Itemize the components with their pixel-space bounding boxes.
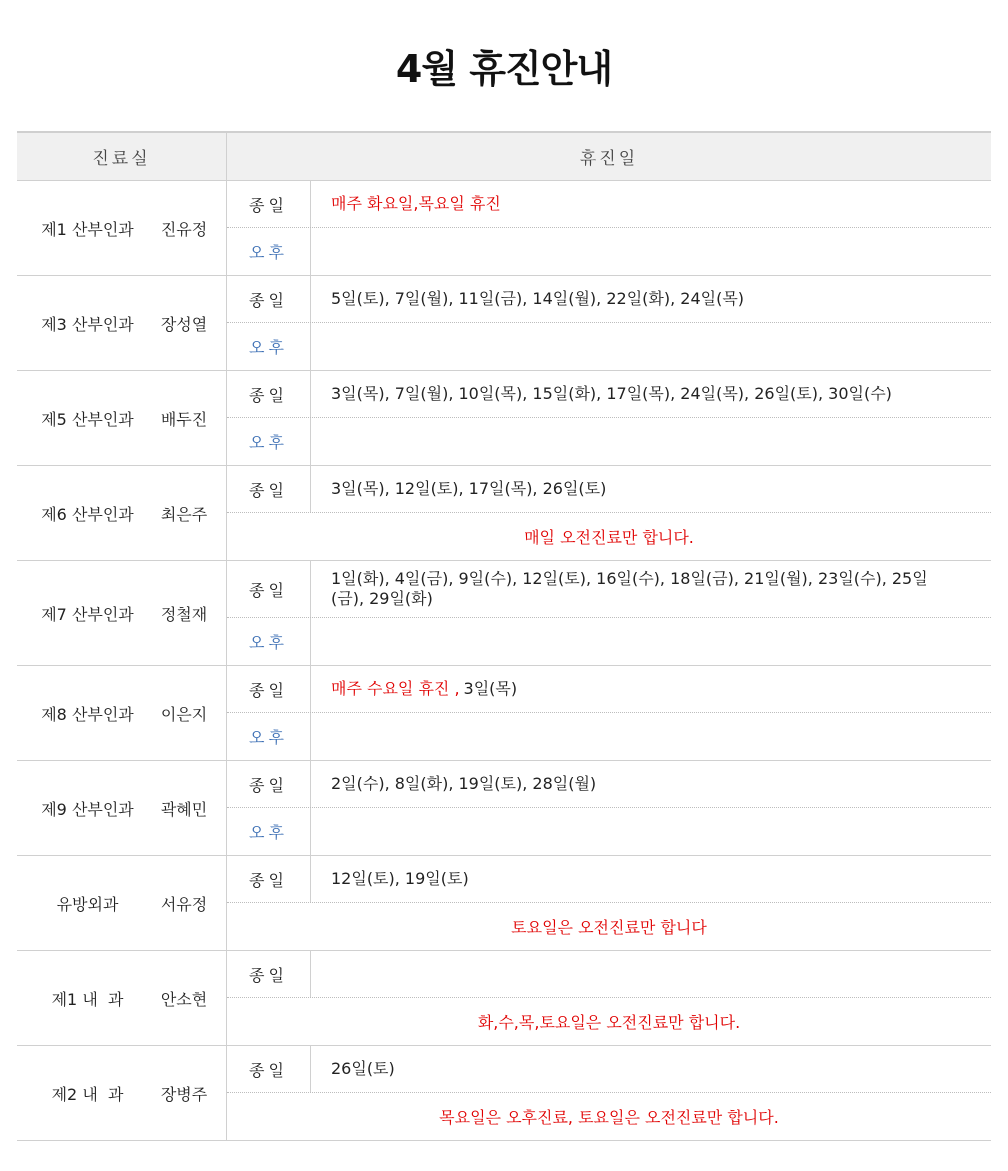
dept-name: 제9 산부인과 xyxy=(41,799,134,819)
schedule-note: 토요일은 오전진료만 합니다 xyxy=(511,918,707,937)
fullday-dates: 3일(목), 12일(토), 17일(목), 26일(토) xyxy=(331,479,607,498)
fullday-label: 종일 xyxy=(227,666,311,712)
afternoon-label: 오후 xyxy=(227,713,311,760)
table-row xyxy=(17,276,991,371)
fullday-dates: 12일(토), 19일(토) xyxy=(331,869,469,888)
dept-name: 유방외과 xyxy=(56,894,119,914)
dept-name: 제6 산부인과 xyxy=(41,504,134,524)
table-row xyxy=(17,856,991,951)
table-row xyxy=(17,561,991,666)
header-off-days: 휴진일 xyxy=(579,149,639,169)
dept-name: 제1 내 과 xyxy=(51,989,124,1009)
afternoon-label: 오후 xyxy=(227,618,311,665)
afternoon-dates xyxy=(311,323,991,370)
doctor-name: 곽혜민 xyxy=(160,799,208,819)
dept-name: 제2 내 과 xyxy=(51,1084,124,1104)
fullday-label: 종일 xyxy=(227,561,311,617)
afternoon-label: 오후 xyxy=(227,228,311,275)
fullday-label: 종일 xyxy=(227,466,311,512)
doctor-name: 정철재 xyxy=(160,604,208,624)
dept-name: 제5 산부인과 xyxy=(41,409,134,429)
fullday-dates: 3일(목) xyxy=(463,679,518,698)
afternoon-label: 오후 xyxy=(227,808,311,855)
closure-table xyxy=(17,131,991,1141)
fullday-dates xyxy=(311,951,991,997)
dept-name: 제7 산부인과 xyxy=(41,604,134,624)
fullday-label: 종일 xyxy=(227,951,311,997)
fullday-label: 종일 xyxy=(227,181,311,227)
schedule-note: 화,수,목,토요일은 오전진료만 합니다. xyxy=(477,1013,741,1032)
doctor-name: 서유정 xyxy=(160,894,208,914)
table-row xyxy=(17,181,991,276)
fullday-label: 종일 xyxy=(227,1046,311,1092)
fullday-dates: 5일(토), 7일(월), 11일(금), 14일(월), 22일(화), 24일(목) xyxy=(331,289,745,308)
afternoon-dates xyxy=(311,713,991,760)
header-dept: 진료실 xyxy=(17,133,227,180)
doctor-name: 장병주 xyxy=(160,1084,208,1104)
schedule-note: 매일 오전진료만 합니다. xyxy=(524,528,694,547)
doctor-name: 이은지 xyxy=(160,704,208,724)
afternoon-dates xyxy=(311,228,991,275)
afternoon-dates xyxy=(311,808,991,855)
fullday-label: 종일 xyxy=(227,856,311,902)
table-header xyxy=(17,133,991,181)
page-title: 4월 휴진안내 xyxy=(395,47,613,91)
dept-name: 제3 산부인과 xyxy=(41,314,134,334)
fullday-label: 종일 xyxy=(227,371,311,417)
afternoon-label: 오후 xyxy=(227,323,311,370)
table-row xyxy=(17,761,991,856)
afternoon-label: 오후 xyxy=(227,418,311,465)
afternoon-dates xyxy=(311,418,991,465)
table-row xyxy=(17,371,991,466)
afternoon-dates xyxy=(311,618,991,665)
fullday-red-note: 매주 수요일 휴진 , xyxy=(331,679,460,698)
table-row xyxy=(17,666,991,761)
fullday-red-note: 매주 화요일,목요일 휴진 xyxy=(331,194,501,213)
dept-name: 제1 산부인과 xyxy=(41,219,134,239)
doctor-name: 최은주 xyxy=(160,504,208,524)
table-row xyxy=(17,466,991,561)
fullday-label: 종일 xyxy=(227,276,311,322)
doctor-name: 진유정 xyxy=(160,219,208,239)
doctor-name: 배두진 xyxy=(160,409,208,429)
fullday-dates: 2일(수), 8일(화), 19일(토), 28일(월) xyxy=(331,774,597,793)
fullday-dates: 3일(목), 7일(월), 10일(목), 15일(화), 17일(목), 24일(목), 26일(토), 30일(수) xyxy=(331,384,892,403)
doctor-name: 안소현 xyxy=(160,989,208,1009)
doctor-name: 장성열 xyxy=(160,314,208,334)
dept-name: 제8 산부인과 xyxy=(41,704,134,724)
table-row xyxy=(17,951,991,1046)
schedule-note: 목요일은 오후진료, 토요일은 오전진료만 합니다. xyxy=(439,1108,779,1127)
fullday-label: 종일 xyxy=(227,761,311,807)
fullday-dates: 1일(화), 4일(금), 9일(수), 12일(토), 16일(수), 18일(금), 21일(월), 23일(수), 25일(금), 29일(화) xyxy=(331,569,928,608)
table-row xyxy=(17,1046,991,1141)
fullday-dates: 26일(토) xyxy=(331,1059,395,1078)
